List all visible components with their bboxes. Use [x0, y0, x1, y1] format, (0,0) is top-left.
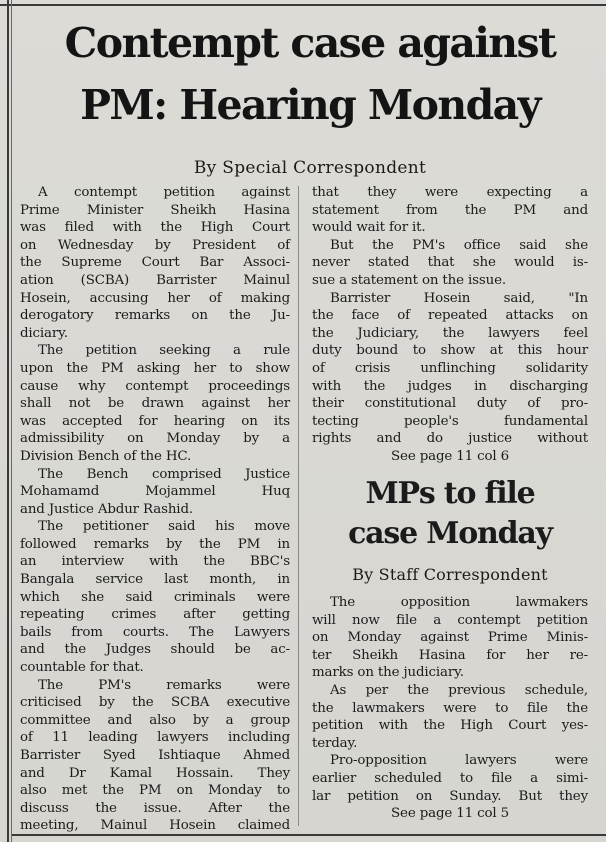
text-line: ation (SCBA) Barrister Mainul [20, 272, 290, 288]
text-line: and Justice Abdur Rashid. [20, 501, 193, 517]
text-line: diciary. [20, 325, 68, 341]
text-line: tecting people's fundamental [312, 413, 588, 429]
text-line: never stated that she would is- [312, 255, 588, 271]
text-line: was accepted for hearing on its [20, 413, 290, 429]
text-line: on Wednesday by President of [20, 237, 290, 253]
text-line: Pro-opposition lawyers were [330, 753, 588, 769]
text-line: an interview with the BBC's [20, 554, 290, 570]
main-headline [14, 12, 606, 136]
left-rule-inner [11, 0, 12, 842]
text-line: rights and do justice without [312, 431, 588, 447]
text-line: was filed with the High Court [20, 220, 290, 236]
text-line: meeting, Mainul Hosein claimed [20, 818, 290, 834]
headline-line: case Monday [348, 516, 552, 551]
second-headline [312, 474, 588, 554]
text-line: of crisis unflinching solidarity [312, 360, 588, 376]
text-line: the face of repeated attacks on [312, 308, 588, 324]
text-line: The PM's remarks were [38, 677, 290, 693]
text-line: petition with the High Court yes- [312, 718, 588, 734]
text-line: criticised by the SCBA executive [20, 695, 290, 711]
byline: By Special Correspondent [193, 158, 427, 178]
text-line: The petition seeking a rule [38, 343, 290, 359]
text-line: on Monday against Prime Minis- [312, 630, 588, 646]
text-line: duty bound to show at this hour [312, 343, 588, 359]
text-line: Division Bench of the HC. [20, 448, 192, 464]
text-line: followed remarks by the PM in [20, 536, 290, 552]
text-line: cause why contempt proceedings [20, 378, 290, 394]
text-line: upon the PM asking her to show [20, 360, 290, 376]
text-line: would wait for it. [312, 220, 426, 236]
text-line: shall not be drawn against her [20, 396, 290, 412]
text-line: Barrister Hosein said, "In [330, 290, 588, 306]
text-line: also met the PM on Monday to [20, 783, 290, 799]
text-line: Prime Minister Sheikh Hasina [20, 202, 290, 218]
text-line: and Dr Kamal Hossain. They [20, 765, 290, 781]
continued-reference: See page 11 col 6 [391, 448, 509, 464]
second-article-column [312, 594, 588, 823]
text-line: the Supreme Court Bar Associ- [20, 255, 290, 271]
text-line: bails from courts. The Lawyers [20, 624, 290, 640]
text-line: their constitutional duty of pro- [312, 396, 588, 412]
text-line: Hosein, accusing her of making [20, 290, 290, 306]
top-rule [0, 4, 606, 6]
text-line: statement from the PM and [312, 202, 588, 218]
headline-line: PM: Hearing Monday [80, 81, 540, 129]
text-line: The opposition lawmakers [330, 595, 588, 610]
text-line: which she said criminals were [20, 589, 290, 605]
text-line: Bangala service last month, in [20, 572, 290, 588]
text-line: repeating crimes after getting [20, 607, 290, 623]
text-line: sue a statement on the issue. [312, 272, 506, 288]
headline-line: MPs to file [365, 476, 535, 511]
text-line: of 11 leading lawyers including [20, 730, 290, 746]
text-line: marks on the judiciary. [312, 665, 464, 681]
text-line: earlier scheduled to file a simi- [312, 770, 588, 786]
text-line: As per the previous schedule, [330, 682, 588, 698]
article-column-1 [20, 184, 290, 835]
text-line: that they were expecting a [312, 185, 588, 200]
left-rule [7, 0, 9, 842]
text-line: The petitioner said his move [38, 519, 290, 535]
text-line: lar petition on Sunday. But they [312, 788, 588, 804]
text-line: with the judges in discharging [312, 378, 588, 394]
second-byline: By Staff Correspondent [352, 565, 548, 584]
text-line: the Judiciary, the lawyers feel [312, 325, 588, 341]
text-line: will now file a contempt petition [312, 612, 588, 628]
text-line: But the PM's office said she [330, 237, 588, 253]
text-line: ter Sheikh Hasina for her re- [312, 647, 588, 663]
text-line: admissibility on Monday by a [20, 431, 290, 447]
column-divider [298, 186, 299, 826]
text-line: terday. [312, 735, 358, 751]
text-line: countable for that. [20, 660, 144, 676]
text-line: Mohamamd Mojammel Huq [20, 484, 290, 500]
continued-reference: See page 11 col 5 [391, 806, 509, 822]
text-line: A contempt petition against [38, 185, 290, 200]
text-line: derogatory remarks on the Ju- [20, 308, 290, 324]
text-line: the lawmakers were to file the [312, 700, 588, 716]
text-line: and the Judges should be ac- [20, 642, 290, 658]
text-line: committee and also by a group [20, 712, 290, 728]
text-line: discuss the issue. After the [20, 800, 290, 816]
text-line: The Bench comprised Justice [38, 466, 290, 482]
text-line: Barrister Syed Ishtiaque Ahmed [20, 748, 290, 763]
headline-line: Contempt case against [64, 19, 556, 67]
article-column-2 [312, 184, 588, 466]
